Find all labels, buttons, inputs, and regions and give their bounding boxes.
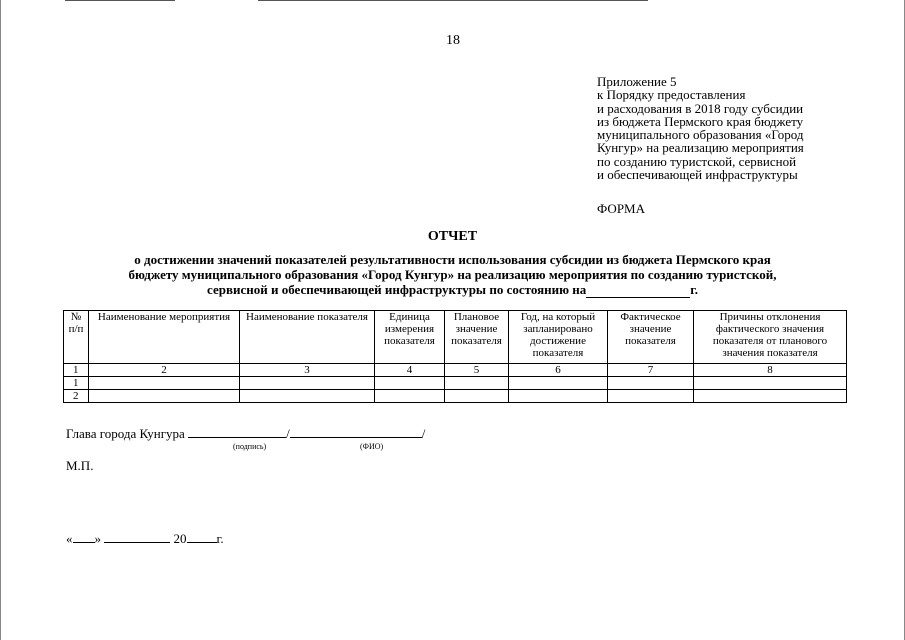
table-row [64,390,847,403]
date-line [66,530,224,547]
signature-separator: / [286,426,290,441]
date-close-quote: » [94,531,101,546]
table-cell[interactable] [375,377,445,390]
report-table [63,310,847,403]
header-cell-year: Год, на который запланировано достижение показателя [509,311,608,364]
row-number-cell: 2 [64,390,89,403]
row-number-cell: 1 [64,377,89,390]
report-title: ОТЧЕТ [427,229,478,244]
header-cell-planned: Плановое значение показателя [445,311,509,364]
signature-blank[interactable] [188,425,286,438]
subtitle-line: бюджету муниципального образования «Город Кунгур» на реализацию мероприятия по созданию туристской, [128,267,777,282]
table-cell[interactable] [89,377,240,390]
table-cell[interactable] [375,390,445,403]
appendix-line: Кунгур» на реализацию мероприятия [597,140,804,156]
header-cell-reasons: Причины отклонения фактического значения показателя от планового значения показателя [694,311,847,364]
report-subtitle [40,252,865,298]
top-rule-left [65,0,175,1]
page-number: 18 [446,33,460,48]
subtitle-line: о достижении значений показателей результативности использования субсидии из бюджета Пермского края [134,252,771,267]
appendix-line: Приложение 5 [597,74,677,89]
day-blank[interactable] [73,530,95,543]
column-number-cell: 2 [89,364,240,377]
table-cell[interactable] [445,377,509,390]
year-blank[interactable] [187,530,217,543]
table-cell[interactable] [608,390,694,403]
table-cell[interactable] [509,390,608,403]
table-row [64,377,847,390]
table-column-number-row [64,364,847,377]
appendix-line: из бюджета Пермского края бюджету [597,113,804,129]
date-suffix: г. [216,531,224,546]
table-cell[interactable] [240,390,375,403]
header-cell-no: № п/п [64,311,89,364]
table-cell[interactable] [445,390,509,403]
table-header-row [64,311,847,364]
table-cell[interactable] [240,377,375,390]
page-edge-left [0,0,1,640]
header-cell-activity: Наименование мероприятия [89,311,240,364]
appendix-block [597,75,897,181]
subtitle-line-last [40,282,865,298]
header-cell-unit: Единица измерения показателя [375,311,445,364]
top-rule-right [258,0,648,1]
date-open-quote: « [66,531,73,546]
name-blank[interactable] [290,425,422,438]
date-century: 20 [173,531,187,546]
stamp-label: М.П. [66,458,94,473]
table-cell[interactable] [608,377,694,390]
table-cell[interactable] [694,390,847,403]
column-number-cell: 4 [375,364,445,377]
appendix-line: к Порядку предоставления [597,87,746,103]
table-cell[interactable] [509,377,608,390]
signature-separator-end: / [421,426,426,441]
table-cell[interactable] [694,377,847,390]
appendix-line: и расходования в 2018 году субсидии [597,100,804,116]
name-caption: (ФИО) [360,442,384,451]
subtitle-line: сервисной и обеспечивающей инфраструктуры по состоянию на [207,282,587,297]
header-cell-actual: Фактическое значение показателя [608,311,694,364]
signature-line [66,425,425,442]
appendix-line: муниципального образования «Город [597,127,804,143]
column-number-cell: 1 [64,364,89,377]
appendix-line: и обеспечивающей инфраструктуры [597,167,798,183]
appendix-line: по созданию туристской, сервисной [597,153,797,169]
subtitle-suffix: г. [690,282,698,297]
column-number-cell: 6 [509,364,608,377]
report-date-blank[interactable] [586,282,690,298]
signature-label: Глава города Кунгура [66,426,185,441]
signature-caption: (подпись) [233,442,267,451]
form-label: ФОРМА [597,201,645,216]
column-number-cell: 3 [240,364,375,377]
month-blank[interactable] [104,530,170,543]
table-cell[interactable] [89,390,240,403]
header-cell-indicator: Наименование показателя [240,311,375,364]
column-number-cell: 8 [694,364,847,377]
column-number-cell: 5 [445,364,509,377]
column-number-cell: 7 [608,364,694,377]
